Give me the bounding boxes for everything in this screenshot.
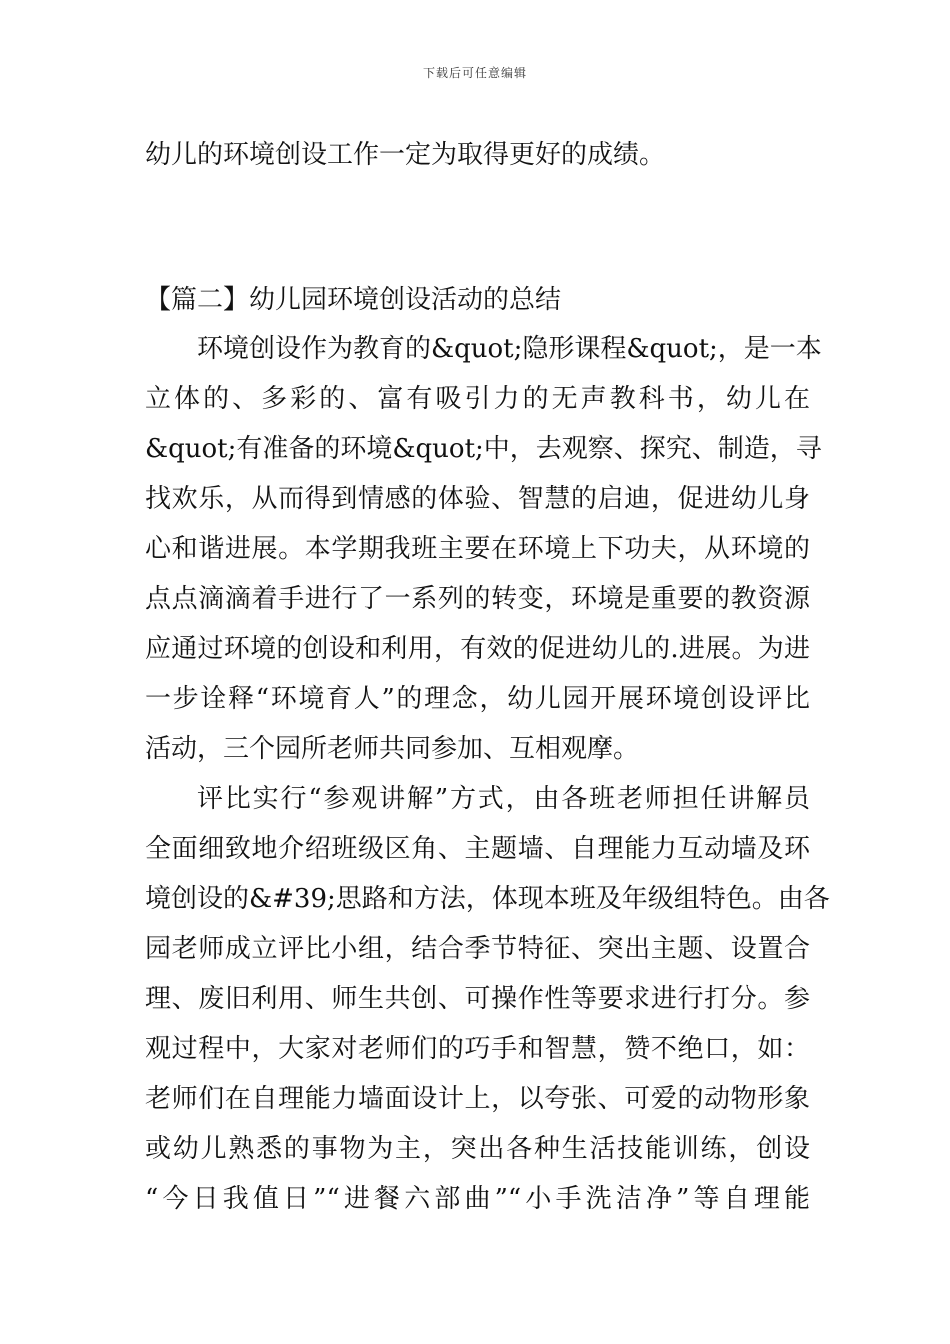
paragraph-line: 立体的、多彩的、富有吸引力的无声教科书，幼儿在 [145,384,810,414]
section-title: 【篇二】幼儿园环境创设活动的总结 [145,285,562,315]
page-header-note: 下载后可任意编辑 [422,66,527,80]
paragraph-environment-creation [145,324,822,774]
paragraph-line: 找欢乐，从而得到情感的体验、智慧的启迪，促进幼儿身 [145,484,810,514]
paragraph-line: 点点滴滴着手进行了一系列的转变，环境是重要的教资源 [145,584,810,614]
paragraph-line: 境创设的&#39;思路和方法，体现本班及年级组特色。由各 [145,884,830,914]
paragraph-line: 老师们在自理能力墙面设计上，以夸张、可爱的动物形象 [145,1084,810,1114]
lead-text-line: 幼儿的环境创设工作一定为取得更好的成绩。 [145,140,666,170]
paragraph-line: 活动，三个园所老师共同参加、互相观摩。 [145,734,640,764]
paragraph-line: 理、废旧利用、师生共创、可操作性等要求进行打分。参 [145,984,810,1014]
paragraph-evaluation [145,774,830,1224]
paragraph-line: 心和谐进展。本学期我班主要在环境上下功夫，从环境的 [145,534,810,564]
paragraph-line: &quot;有准备的环境&quot;中，去观察、探究、制造，寻 [145,434,822,464]
paragraph-line: 评比实行“参观讲解”方式，由各班老师担任讲解员 [197,784,810,814]
paragraph-line: 环境创设作为教育的&quot;隐形课程&quot;，是一本 [197,334,822,364]
paragraph-line: 园老师成立评比小组，结合季节特征、突出主题、设置合 [145,934,810,964]
paragraph-line: 观过程中，大家对老师们的巧手和智慧，赞不绝口，如： [145,1034,810,1064]
paragraph-line: “今日我值日”“进餐六部曲”“小手洗洁净”等自理能 [145,1184,810,1214]
article-body [145,324,830,1224]
paragraph-line: 全面细致地介绍班级区角、主题墙、自理能力互动墙及环 [145,834,810,864]
paragraph-line: 或幼儿熟悉的事物为主，突出各种生活技能训练，创设 [145,1134,810,1164]
paragraph-line: 应通过环境的创设和利用，有效的促进幼儿的.进展。为进 [145,634,810,664]
paragraph-line: 一步诠释“环境育人”的理念，幼儿园开展环境创设评比 [145,684,810,714]
